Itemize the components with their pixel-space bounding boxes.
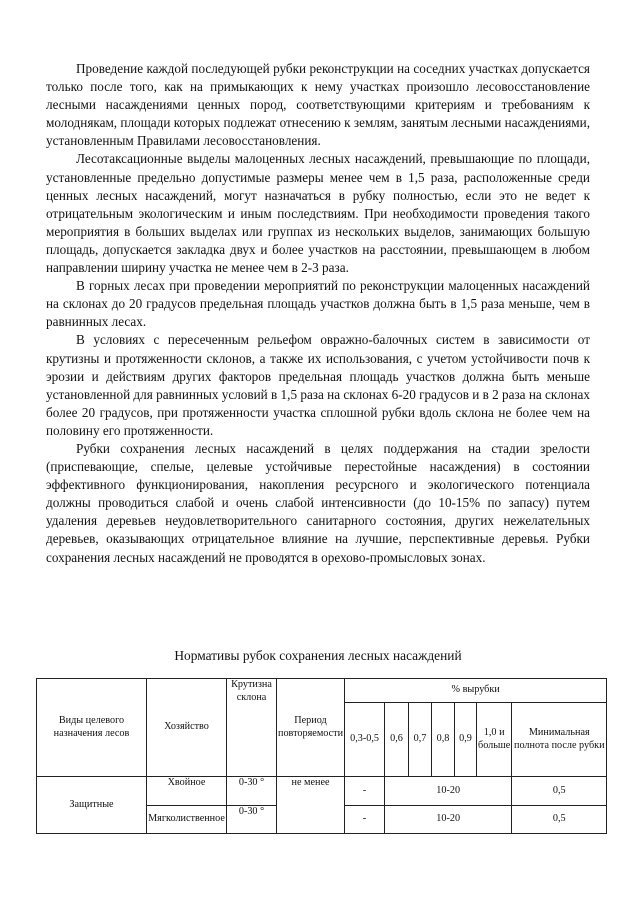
table-row	[37, 777, 607, 806]
header-farm: Хозяйство	[147, 679, 227, 777]
header-min-density: Минимальная полнота после рубки	[512, 703, 607, 777]
paragraph-3: В горных лесах при проведении мероприятий по реконструкции малоценных насаждений на склонах до 20 градусов предельная площадь участков должна быть в 1,5 раза меньше, чем в равнинных лесах.	[46, 278, 590, 330]
cell-period: не менее	[277, 777, 345, 834]
header-row-1	[37, 679, 607, 703]
cell-percent-range: 10-20	[385, 777, 512, 806]
header-sub-4: 0,8	[432, 703, 455, 777]
cell-purpose: Защитные	[37, 777, 147, 834]
cell-percent-low: -	[345, 806, 385, 834]
header-sub-2: 0,6	[385, 703, 409, 777]
header-cut-percent: % вырубки	[345, 679, 607, 703]
cell-farm: Хвойное	[147, 777, 227, 806]
header-period: Период повторяемости	[277, 679, 345, 777]
table-caption: Нормативы рубок сохранения лесных насаждений	[174, 648, 462, 663]
header-slope: Крутизна склона	[227, 679, 277, 777]
paragraph-2: Лесотаксационные выделы малоценных лесных насаждений, превышающие по площади, установленные предельно допустимые размеры менее чем в 1,5 раза, расположенные среди ценных лесных насаждений, могут назначаться в рубку полностью, если это не ведет к отрицательным экологическим и иным последствиям. При необходимости проведения такого мероприятия в больших выделах или группах из нескольких выделов, занимающих большую площадь, допускается закладка двух и более участков на расстоянии, превышающем в любом направлении ширину участка не менее чем в 2-3 раза.	[46, 151, 590, 276]
header-sub-6: 1,0 и больше	[477, 703, 512, 777]
cell-min-density: 0,5	[512, 806, 607, 834]
header-sub-1: 0,3-0,5	[345, 703, 385, 777]
paragraph-1: Проведение каждой последующей рубки реконструкции на соседних участках допускается только после того, как на примыкающих к нему участках произошло лесовосстановление лесными насаждениями ценных пород, соответствующими критериям и требованиям к молоднякам, площади которых подлежат отнесению к землям, занятым лесными насаждениями, установленным Правилами лесовосстановления.	[46, 61, 590, 149]
cell-slope: 0-30 °	[227, 777, 277, 806]
cell-percent-range: 10-20	[385, 806, 512, 834]
header-sub-3: 0,7	[409, 703, 432, 777]
norms-table	[36, 678, 607, 834]
header-forest-purpose: Виды целевого назначения лесов	[37, 679, 147, 777]
paragraph-5: Рубки сохранения лесных насаждений в целях поддержания на стадии зрелости (приспевающие, спелые, целевые устойчивые перестойные насаждения) в состоянии эффективного функционирования, накопления ресурсного и экологического потенциала должны проводиться слабой и очень слабой интенсивности (до 10-15% по запасу) путем удаления деревьев неудовлетворительного санитарного состояния, других нежелательных деревьев, оказывающих отрицательное влияние на лучшие, перспективные деревья. Рубки сохранения лесных насаждений не проводятся в орехово-промысловых зонах.	[46, 440, 590, 565]
cell-slope: 0-30 °	[227, 806, 277, 834]
paragraph-4: В условиях с пересеченным рельефом овражно-балочных систем в зависимости от крутизны и протяженности склонов, а также их использования, с учетом устойчивости почв к эрозии и действиям других факторов предельная площадь участков должна быть меньше установленной для равнинных условий в 1,5 раза на склонах 6-20 градусов и в 2 раза на склонах более 20 градусов, при протяженности участка сплошной рубки вдоль склона не более чем на половину его протяженности.	[46, 332, 590, 438]
header-sub-5: 0,9	[455, 703, 477, 777]
body-text	[46, 60, 590, 567]
cell-percent-low: -	[345, 777, 385, 806]
cell-farm: Мягколиственное	[147, 806, 227, 834]
cell-min-density: 0,5	[512, 777, 607, 806]
